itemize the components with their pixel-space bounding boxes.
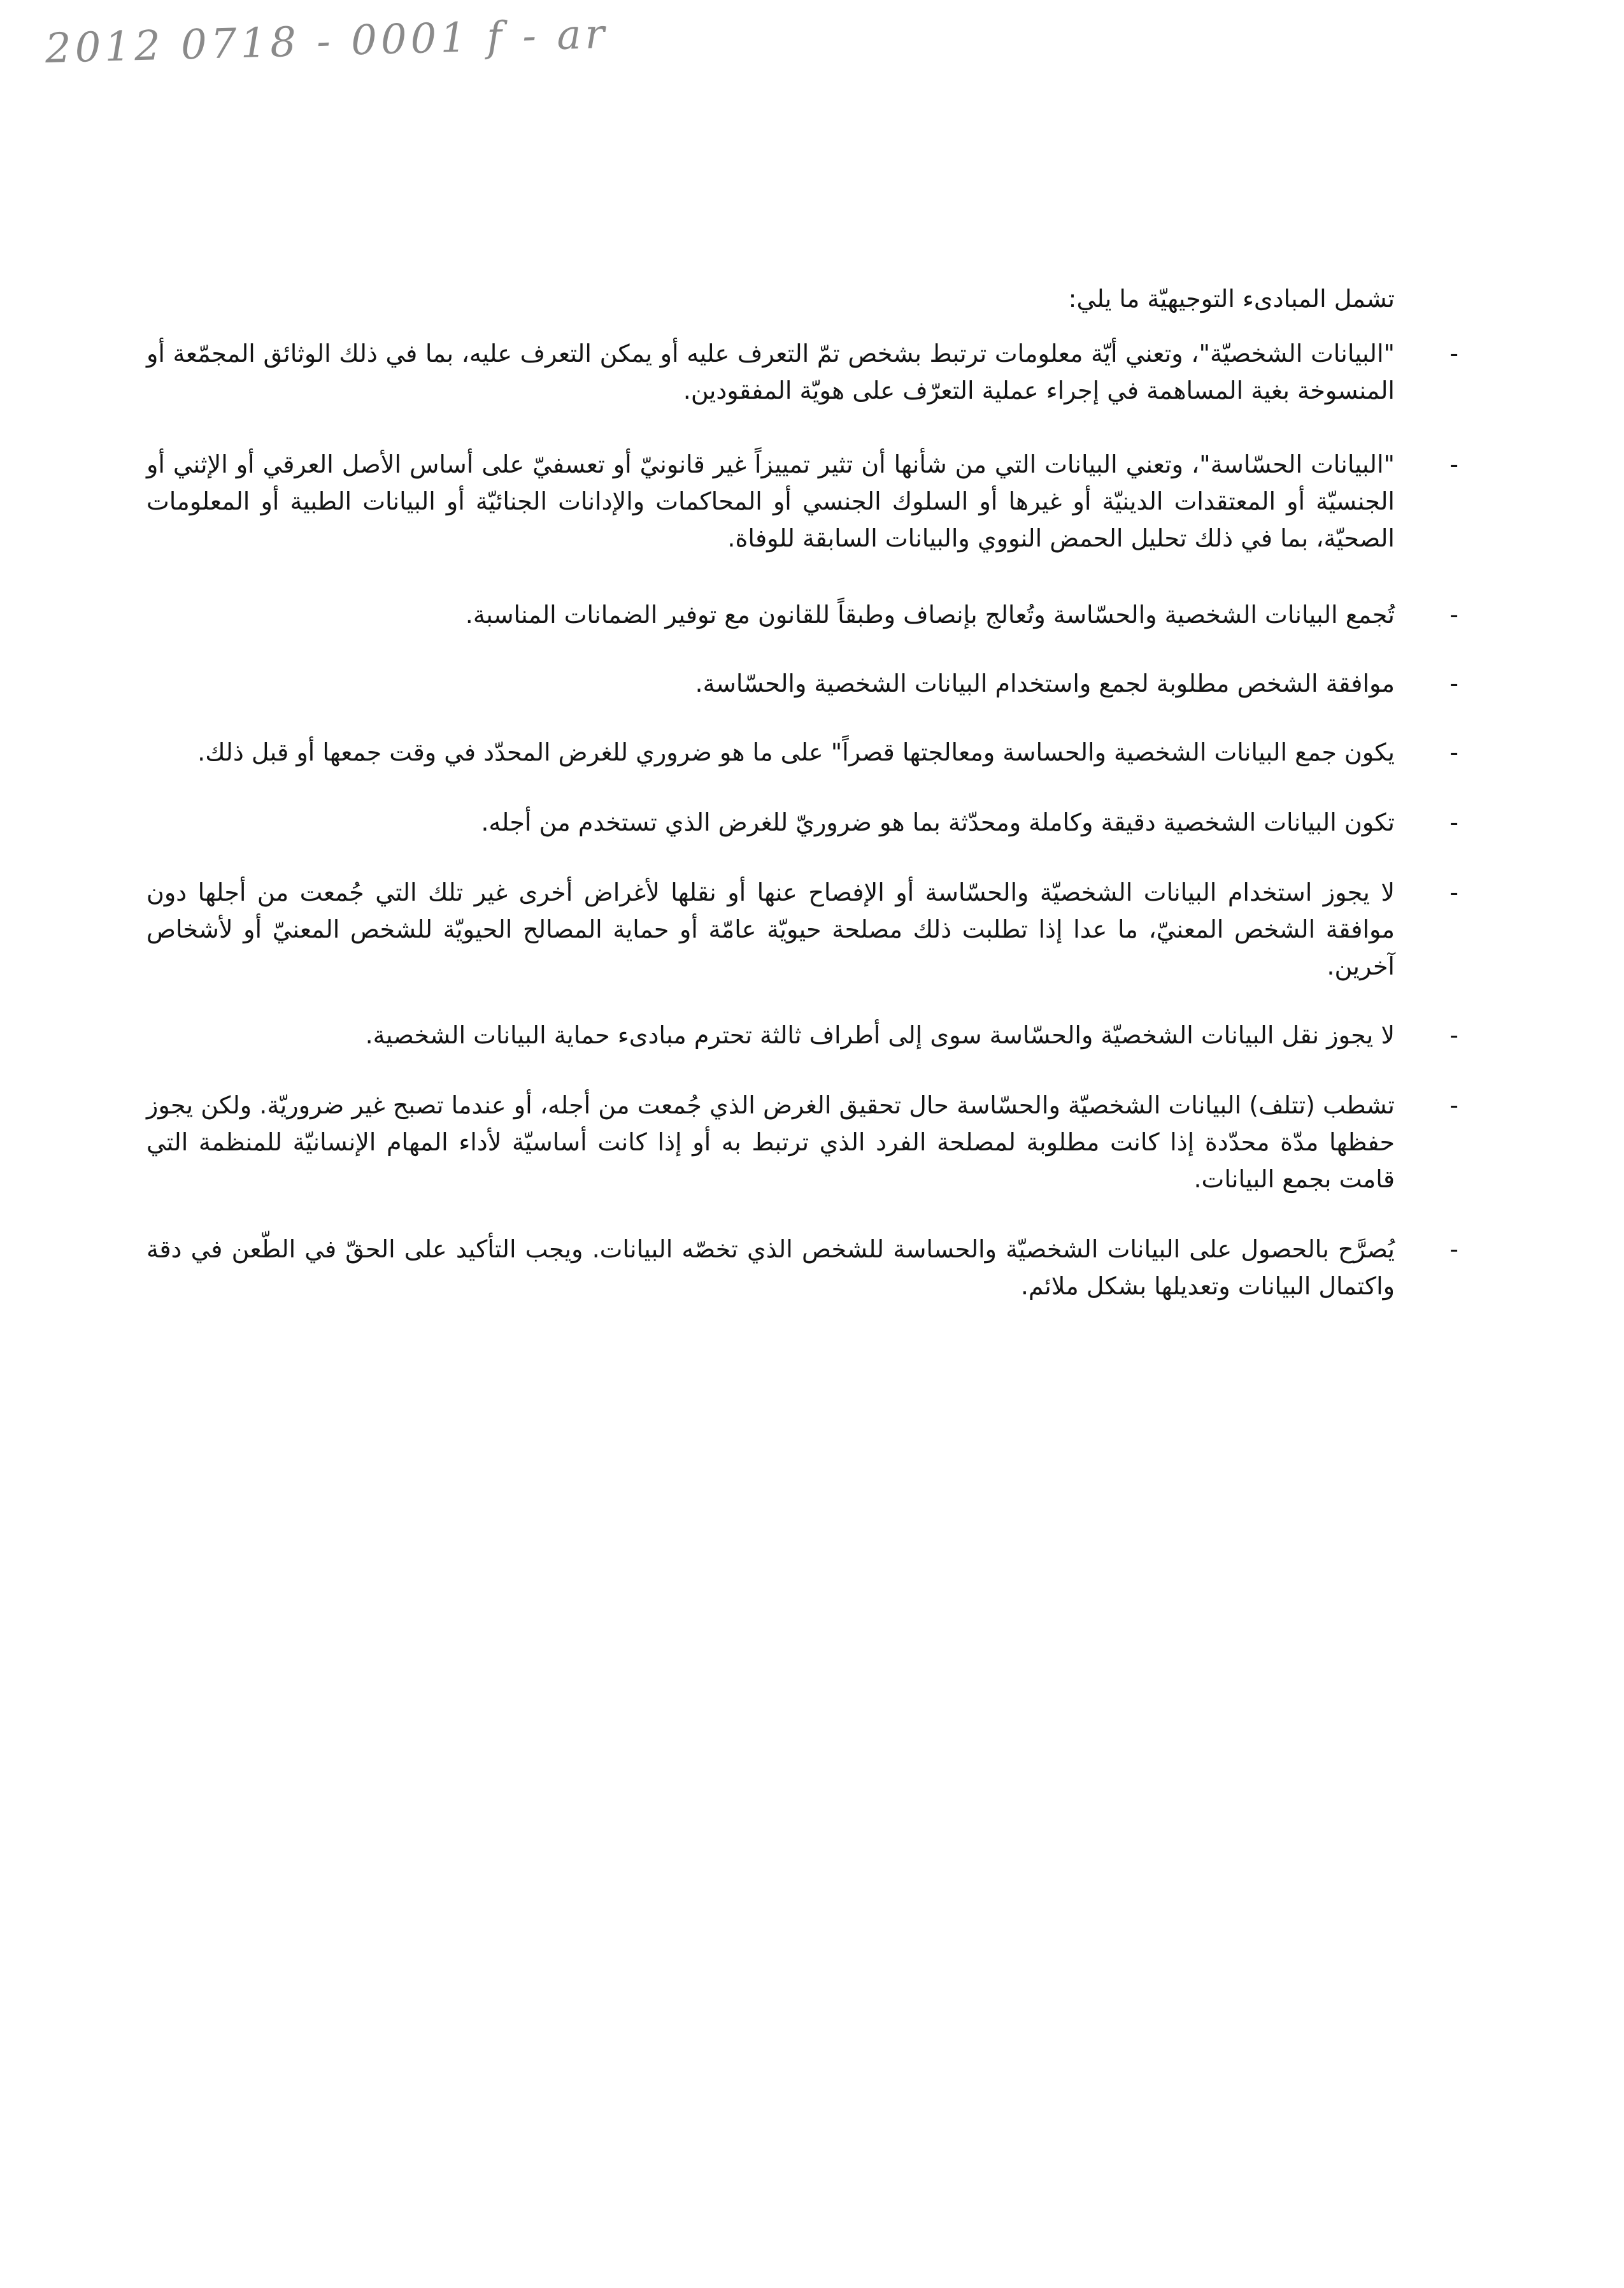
list-item-text: يكون جمع البيانات الشخصية والحساسة ومعالجتها قصراً" على ما هو ضروري للغرض المحدّد في وقت جمعها أو قبل ذلك.: [197, 738, 1395, 766]
principles-list: [146, 335, 1458, 1305]
list-item-text: "البيانات الحسّاسة"، وتعني البيانات التي من شأنها أن تثير تمييزاً غير قانونيّ أو تعسفيّ على أساس الأصل العرقي أو الإثني أو الجنسيّة أو المعتقدات الدينيّة أو غيرها أو السلوك الجنسي أو المحاكمات والإدانات الجنائيّة أو البيانات الطبية أو المعلومات الصحيّة، بما في ذلك تحليل الحمض النووي والبيانات السابقة للوفاة.: [146, 450, 1395, 552]
bullet-marker: -: [1449, 340, 1458, 368]
bullet-marker: -: [1449, 878, 1458, 906]
bullet-marker: -: [1449, 1021, 1458, 1049]
list-item: [146, 734, 1458, 771]
bullet-marker: -: [1449, 1091, 1458, 1119]
list-item-text: تشطب (تتلف) البيانات الشخصيّة والحسّاسة حال تحقيق الغرض الذي جُمعت من أجله، أو عندما تصبح غير ضروريّة. ولكن يجوز حفظها مدّة محدّدة إذا كانت مطلوبة لمصلحة الفرد الذي ترتبط به أو إذا كانت أساسيّة لأداء المهام الإنسانيّة للمنظمة التي قامت بجمع البيانات.: [146, 1091, 1395, 1193]
list-item-text: تُجمع البيانات الشخصية والحسّاسة وتُعالج بإنصاف وطبقاً للقانون مع توفير الضمانات المناسبة.: [465, 601, 1395, 629]
document-body: [146, 280, 1458, 1305]
bullet-marker: -: [1449, 808, 1458, 836]
list-item: [146, 1087, 1458, 1198]
document-reference-number: 2012 0718 - 0001 f - ar: [45, 10, 609, 73]
bullet-marker: -: [1449, 601, 1458, 629]
list-item: [146, 804, 1458, 841]
bullet-marker: -: [1449, 669, 1458, 697]
list-item: [146, 596, 1458, 633]
list-item-text: "البيانات الشخصيّة"، وتعني أيّة معلومات ترتبط بشخص تمّ التعرف عليه أو يمكن التعرف عليه، بما في ذلك الوثائق المجمّعة أو المنسوخة بغية المساهمة في إجراء عملية التعرّف على هويّة المفقودين.: [146, 340, 1395, 404]
list-item: [146, 665, 1458, 702]
intro-paragraph: تشمل المبادىء التوجيهيّة ما يلي:: [1068, 285, 1395, 313]
list-item: [146, 335, 1458, 409]
list-item: [146, 874, 1458, 985]
list-item: [146, 1231, 1458, 1305]
bullet-marker: -: [1449, 1235, 1458, 1263]
list-item-text: تكون البيانات الشخصية دقيقة وكاملة ومحدّثة بما هو ضروريّ للغرض الذي تستخدم من أجله.: [481, 808, 1395, 836]
list-item-text: موافقة الشخص مطلوبة لجمع واستخدام البيانات الشخصية والحسّاسة.: [695, 669, 1395, 697]
list-item: [146, 446, 1458, 557]
list-item: [146, 1017, 1458, 1054]
list-item-text: لا يجوز استخدام البيانات الشخصيّة والحسّاسة أو الإفصاح عنها أو نقلها لأغراض أخرى غير تلك التي جُمعت من أجلها دون موافقة الشخص المعنيّ، ما عدا إذا تطلبت ذلك مصلحة حيويّة عامّة أو حماية المصالح الحيويّة للشخص المعنيّ أو لأشخاص آخرين.: [146, 878, 1395, 980]
bullet-marker: -: [1449, 450, 1458, 478]
list-item-text: لا يجوز نقل البيانات الشخصيّة والحسّاسة سوى إلى أطراف ثالثة تحترم مبادىء حماية البيانات الشخصية.: [365, 1021, 1395, 1049]
bullet-marker: -: [1449, 738, 1458, 766]
list-item-text: يُصرَّح بالحصول على البيانات الشخصيّة والحساسة للشخص الذي تخصّه البيانات. ويجب التأكيد على الحقّ في الطّعن في دقة واكتمال البيانات وتعديلها بشكل ملائم.: [146, 1235, 1395, 1300]
